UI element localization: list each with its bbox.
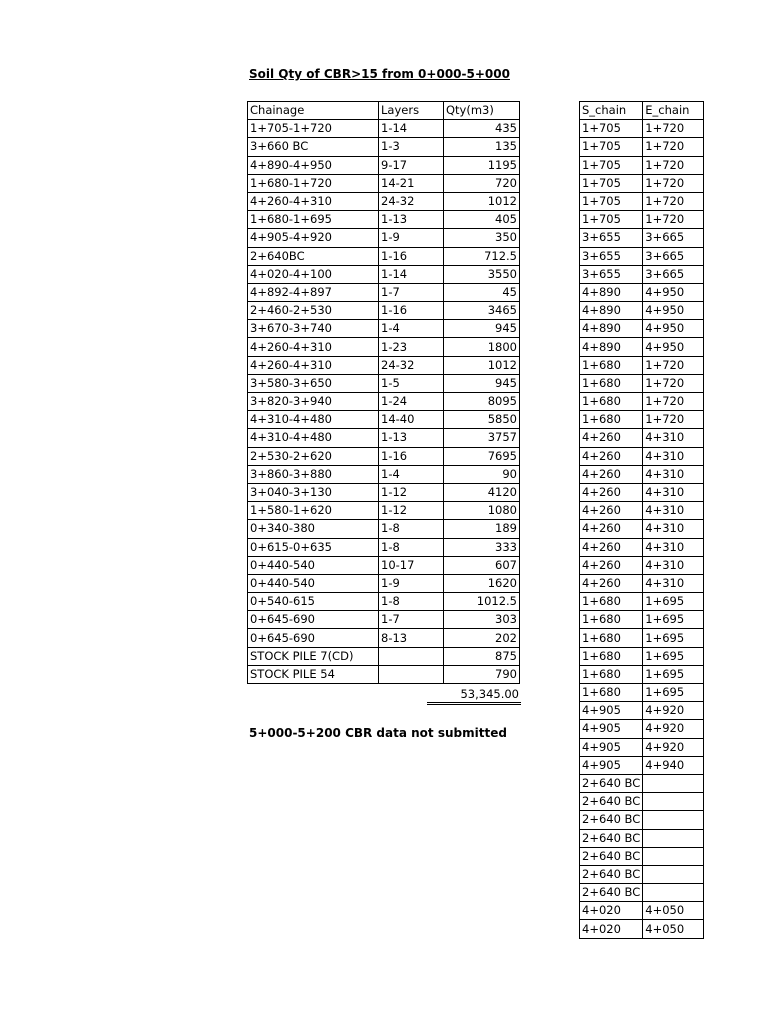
table-row: [248, 338, 520, 356]
table-cell: 3+660 BC: [248, 138, 379, 156]
table-cell: 1-4: [379, 320, 444, 338]
table-cell: 1-8: [379, 593, 444, 611]
table-cell: 1-13: [379, 211, 444, 229]
table-cell: 1080: [444, 502, 520, 520]
table-cell: 14-21: [379, 174, 444, 192]
table-row: [580, 829, 704, 847]
table-cell: 2+640BC: [248, 247, 379, 265]
table-cell: 1+720: [643, 192, 704, 210]
table-row: [580, 192, 704, 210]
table-cell: 1-16: [379, 447, 444, 465]
table-cell: 1+705: [580, 156, 643, 174]
table-cell: 4+260: [580, 447, 643, 465]
table-row: [580, 356, 704, 374]
table-cell: 14-40: [379, 411, 444, 429]
table-cell: 4+310: [643, 483, 704, 501]
table-cell: 2+640 BC: [580, 884, 643, 902]
table-cell: 1+680: [580, 374, 643, 392]
table-cell: 4+260-4+310: [248, 356, 379, 374]
table-cell: 1012.5: [444, 593, 520, 611]
table-cell: 3+665: [643, 265, 704, 283]
table-cell: 3757: [444, 429, 520, 447]
table-cell: 1-8: [379, 520, 444, 538]
table-row: [580, 465, 704, 483]
table-cell: 1-14: [379, 120, 444, 138]
table-cell: 10-17: [379, 556, 444, 574]
table-row: [580, 447, 704, 465]
table-cell: 790: [444, 665, 520, 683]
table-cell: 1+705: [580, 174, 643, 192]
table-cell: 1+680: [580, 593, 643, 611]
table-cell: 3+580-3+650: [248, 374, 379, 392]
table-row: [580, 593, 704, 611]
table-cell: 1+705-1+720: [248, 120, 379, 138]
table-cell: 1-7: [379, 611, 444, 629]
table-cell: 3+860-3+880: [248, 465, 379, 483]
table-row: [248, 229, 520, 247]
table-cell: 1+695: [643, 665, 704, 683]
table-row: [580, 847, 704, 865]
table-row: [248, 411, 520, 429]
table-row: [580, 684, 704, 702]
column-header: Chainage: [248, 102, 379, 120]
table-cell: 4+310: [643, 429, 704, 447]
table-cell: 7695: [444, 447, 520, 465]
table-cell: 45: [444, 283, 520, 301]
table-cell: 1+720: [643, 393, 704, 411]
table-cell: 3465: [444, 302, 520, 320]
table-cell: 1+680-1+695: [248, 211, 379, 229]
table-row: [580, 211, 704, 229]
table-cell: 1012: [444, 192, 520, 210]
table-cell: [379, 647, 444, 665]
table-row: [580, 283, 704, 301]
table-cell: 4+260: [580, 574, 643, 592]
table-row: [248, 247, 520, 265]
table-cell: 303: [444, 611, 520, 629]
table-cell: 875: [444, 647, 520, 665]
table-row: [580, 556, 704, 574]
table-cell: 4+950: [643, 302, 704, 320]
table-cell: 189: [444, 520, 520, 538]
table-cell: 1+720: [643, 411, 704, 429]
table-cell: 2+640 BC: [580, 774, 643, 792]
table-cell: 3+040-3+130: [248, 483, 379, 501]
table-cell: 4+310: [643, 520, 704, 538]
table-row: [580, 338, 704, 356]
table-row: [248, 156, 520, 174]
table-cell: 4+905-4+920: [248, 229, 379, 247]
table-cell: 1-3: [379, 138, 444, 156]
table-cell: 4+905: [580, 756, 643, 774]
table-cell: 4+310: [643, 447, 704, 465]
table-cell: 1+720: [643, 174, 704, 192]
table-cell: 0+540-615: [248, 593, 379, 611]
table-cell: 3+655: [580, 229, 643, 247]
table-row: [248, 211, 520, 229]
table-cell: 1+705: [580, 211, 643, 229]
table-cell: 0+615-0+635: [248, 538, 379, 556]
table-cell: 1195: [444, 156, 520, 174]
table-cell: [643, 829, 704, 847]
table-cell: 0+340-380: [248, 520, 379, 538]
table-row: [580, 756, 704, 774]
chain-table: [579, 101, 704, 939]
table-row: [248, 283, 520, 301]
table-row: [248, 374, 520, 392]
table-cell: 435: [444, 120, 520, 138]
table-cell: 4+310-4+480: [248, 429, 379, 447]
table-cell: 1620: [444, 574, 520, 592]
table-row: [580, 429, 704, 447]
table-cell: 4+940: [643, 756, 704, 774]
table-cell: 2+640 BC: [580, 847, 643, 865]
table-row: [580, 411, 704, 429]
table-cell: 1+720: [643, 211, 704, 229]
table-cell: 4+890: [580, 338, 643, 356]
table-cell: 4+920: [643, 738, 704, 756]
table-cell: 1+680: [580, 356, 643, 374]
table-cell: 1-16: [379, 247, 444, 265]
table-cell: 4+310: [643, 502, 704, 520]
table-cell: STOCK PILE 54: [248, 665, 379, 683]
table-row: [580, 174, 704, 192]
table-cell: 1+695: [643, 629, 704, 647]
table-cell: 4+260: [580, 502, 643, 520]
table-row: [580, 247, 704, 265]
table-cell: 0+440-540: [248, 574, 379, 592]
table-row: [580, 702, 704, 720]
table-row: [580, 393, 704, 411]
table-cell: 202: [444, 629, 520, 647]
table-cell: 4+260-4+310: [248, 192, 379, 210]
table-row: [248, 192, 520, 210]
table-cell: 1+680-1+720: [248, 174, 379, 192]
table-cell: 5850: [444, 411, 520, 429]
table-row: [580, 647, 704, 665]
table-cell: 4+260: [580, 556, 643, 574]
table-cell: 135: [444, 138, 520, 156]
header-row: [580, 102, 704, 120]
table-cell: 8095: [444, 393, 520, 411]
table-row: [580, 156, 704, 174]
table-cell: 1+680: [580, 393, 643, 411]
table-cell: 1+705: [580, 192, 643, 210]
table-cell: 1+695: [643, 611, 704, 629]
table-row: [580, 265, 704, 283]
table-cell: 3+820-3+940: [248, 393, 379, 411]
table-cell: 4+310-4+480: [248, 411, 379, 429]
table-cell: 9-17: [379, 156, 444, 174]
table-cell: 4+950: [643, 338, 704, 356]
table-row: [248, 520, 520, 538]
table-cell: 4+950: [643, 283, 704, 301]
table-cell: 1+720: [643, 356, 704, 374]
table-cell: 4+890: [580, 283, 643, 301]
table-cell: 1-24: [379, 393, 444, 411]
table-cell: 4+260: [580, 465, 643, 483]
column-header: Qty(m3): [444, 102, 520, 120]
table-row: [248, 465, 520, 483]
table-row: [248, 120, 520, 138]
table-row: [580, 483, 704, 501]
table-cell: 1+695: [643, 684, 704, 702]
table-cell: 4+892-4+897: [248, 283, 379, 301]
table-cell: 1+580-1+620: [248, 502, 379, 520]
table-cell: 1-23: [379, 338, 444, 356]
table-cell: 1+720: [643, 138, 704, 156]
table-cell: 1-4: [379, 465, 444, 483]
table-cell: 1-14: [379, 265, 444, 283]
table-cell: 1-9: [379, 574, 444, 592]
table-cell: 1-8: [379, 538, 444, 556]
table-cell: 405: [444, 211, 520, 229]
table-cell: 1800: [444, 338, 520, 356]
table-cell: 4+050: [643, 920, 704, 938]
table-row: [248, 629, 520, 647]
table-cell: 1+680: [580, 411, 643, 429]
table-row: [580, 865, 704, 883]
table-cell: [643, 774, 704, 792]
table-cell: 1-16: [379, 302, 444, 320]
table-cell: 4+260: [580, 483, 643, 501]
table-cell: 1-13: [379, 429, 444, 447]
table-cell: 4+310: [643, 465, 704, 483]
table-row: [248, 302, 520, 320]
table-cell: 1+680: [580, 629, 643, 647]
table-row: [248, 574, 520, 592]
table-cell: 0+645-690: [248, 611, 379, 629]
table-cell: 1+705: [580, 138, 643, 156]
table-cell: 2+640 BC: [580, 811, 643, 829]
table-cell: 1+680: [580, 647, 643, 665]
table-row: [248, 647, 520, 665]
table-cell: 1+720: [643, 120, 704, 138]
soil-quantity-table: [247, 101, 520, 684]
table-cell: 3+655: [580, 247, 643, 265]
table-cell: 333: [444, 538, 520, 556]
table-cell: [643, 865, 704, 883]
table-cell: 1+695: [643, 593, 704, 611]
table-row: [248, 593, 520, 611]
table-row: [580, 520, 704, 538]
table-row: [248, 556, 520, 574]
table-row: [580, 811, 704, 829]
header-row: [248, 102, 520, 120]
table-cell: 4+905: [580, 702, 643, 720]
table-row: [580, 629, 704, 647]
table-cell: 1+680: [580, 665, 643, 683]
table-cell: 607: [444, 556, 520, 574]
table-row: [248, 665, 520, 683]
table-cell: [643, 793, 704, 811]
cbr-note: 5+000-5+200 CBR data not submitted: [249, 726, 507, 740]
table-row: [580, 538, 704, 556]
table-row: [580, 320, 704, 338]
table-cell: 1+695: [643, 647, 704, 665]
table-cell: 945: [444, 320, 520, 338]
table-row: [580, 138, 704, 156]
table-cell: 24-32: [379, 192, 444, 210]
table-cell: 4+260: [580, 520, 643, 538]
table-row: [248, 447, 520, 465]
table-cell: 1+720: [643, 374, 704, 392]
table-row: [580, 793, 704, 811]
table-cell: 4+890: [580, 302, 643, 320]
table-cell: 1012: [444, 356, 520, 374]
table-cell: 4120: [444, 483, 520, 501]
table-cell: 3+670-3+740: [248, 320, 379, 338]
table-cell: 1-7: [379, 283, 444, 301]
table-cell: 4+310: [643, 538, 704, 556]
table-row: [580, 720, 704, 738]
table-row: [248, 174, 520, 192]
table-cell: 350: [444, 229, 520, 247]
table-row: [248, 611, 520, 629]
table-cell: 4+310: [643, 556, 704, 574]
table-cell: 4+020: [580, 902, 643, 920]
table-row: [248, 356, 520, 374]
table-row: [580, 374, 704, 392]
table-cell: 0+440-540: [248, 556, 379, 574]
table-row: [580, 574, 704, 592]
table-cell: 3550: [444, 265, 520, 283]
table-row: [248, 265, 520, 283]
quantity-total: 53,345.00: [427, 687, 521, 705]
table-row: [248, 483, 520, 501]
table-cell: 90: [444, 465, 520, 483]
table-cell: 2+640 BC: [580, 829, 643, 847]
table-row: [580, 920, 704, 938]
table-cell: 1+705: [580, 120, 643, 138]
table-row: [580, 611, 704, 629]
table-cell: 2+640 BC: [580, 793, 643, 811]
table-cell: [643, 884, 704, 902]
table-row: [580, 502, 704, 520]
table-cell: 4+260: [580, 538, 643, 556]
table-row: [248, 538, 520, 556]
table-cell: 720: [444, 174, 520, 192]
table-cell: 1-9: [379, 229, 444, 247]
table-cell: 4+020-4+100: [248, 265, 379, 283]
table-cell: 0+645-690: [248, 629, 379, 647]
table-cell: 945: [444, 374, 520, 392]
table-cell: 712.5: [444, 247, 520, 265]
table-cell: 1+680: [580, 684, 643, 702]
table-row: [580, 302, 704, 320]
table-cell: 4+905: [580, 738, 643, 756]
table-cell: 1+720: [643, 156, 704, 174]
table-cell: 1-12: [379, 483, 444, 501]
table-row: [580, 774, 704, 792]
table-cell: 24-32: [379, 356, 444, 374]
table-row: [580, 902, 704, 920]
table-row: [580, 738, 704, 756]
table-cell: [379, 665, 444, 683]
table-row: [580, 884, 704, 902]
table-cell: STOCK PILE 7(CD): [248, 647, 379, 665]
table-cell: 3+665: [643, 229, 704, 247]
column-header: S_chain: [580, 102, 643, 120]
table-cell: 4+920: [643, 702, 704, 720]
table-row: [248, 393, 520, 411]
table-cell: 4+020: [580, 920, 643, 938]
table-row: [248, 138, 520, 156]
table-cell: 4+890: [580, 320, 643, 338]
table-cell: 1-5: [379, 374, 444, 392]
table-row: [580, 229, 704, 247]
table-cell: [643, 811, 704, 829]
document-title: Soil Qty of CBR>15 from 0+000-5+000: [249, 67, 510, 81]
table-cell: [643, 847, 704, 865]
table-cell: 2+640 BC: [580, 865, 643, 883]
table-row: [580, 665, 704, 683]
table-cell: 4+260-4+310: [248, 338, 379, 356]
table-row: [248, 502, 520, 520]
table-row: [248, 429, 520, 447]
table-cell: 4+905: [580, 720, 643, 738]
table-cell: 1+680: [580, 611, 643, 629]
table-cell: 4+260: [580, 429, 643, 447]
table-cell: 8-13: [379, 629, 444, 647]
column-header: Layers: [379, 102, 444, 120]
table-cell: 4+890-4+950: [248, 156, 379, 174]
table-cell: 4+050: [643, 902, 704, 920]
table-cell: 3+655: [580, 265, 643, 283]
table-cell: 3+665: [643, 247, 704, 265]
table-row: [248, 320, 520, 338]
table-cell: 2+530-2+620: [248, 447, 379, 465]
table-row: [580, 120, 704, 138]
column-header: E_chain: [643, 102, 704, 120]
table-cell: 4+310: [643, 574, 704, 592]
table-cell: 4+950: [643, 320, 704, 338]
table-cell: 1-12: [379, 502, 444, 520]
table-cell: 2+460-2+530: [248, 302, 379, 320]
table-cell: 4+920: [643, 720, 704, 738]
